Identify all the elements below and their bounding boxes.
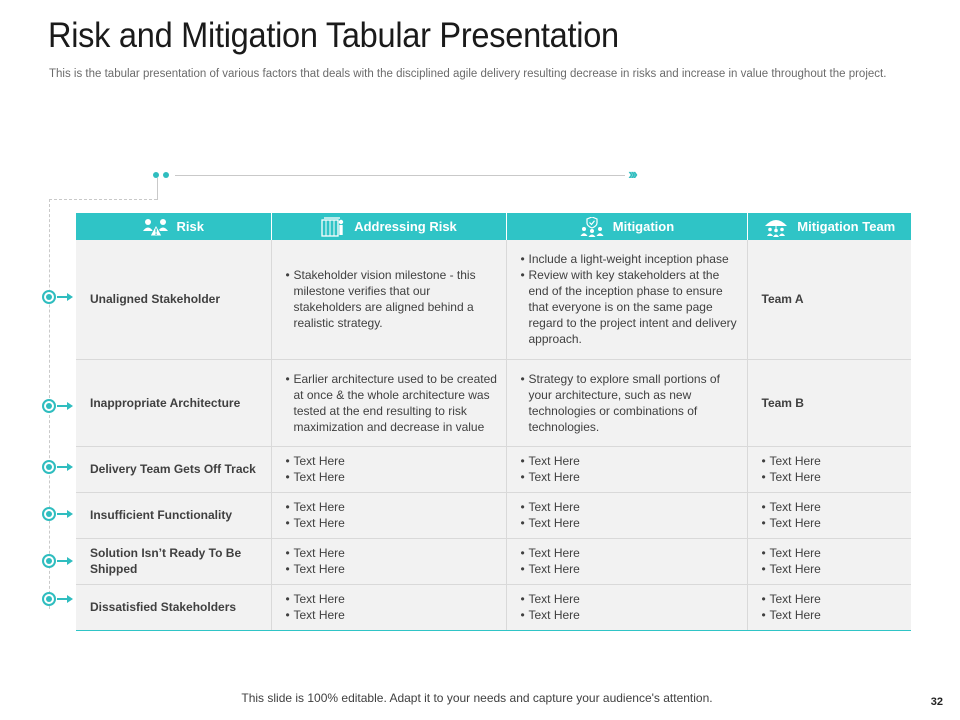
bullet-item: • Review with key stakeholders at the end of the inception phase to ensure that everyone is on the same page regard to the project intent and delivery approach. — [521, 267, 739, 347]
bullet-item: • Text Here — [762, 515, 904, 531]
mitigation-cell — [506, 492, 747, 538]
bullet-item: • Text Here — [762, 545, 904, 561]
umbrella-team-icon — [763, 217, 789, 237]
footer-note: This slide is 100% editable. Adapt it to your needs and capture your audience's attention. — [241, 691, 713, 705]
addressing-cell — [271, 359, 506, 446]
bullet-item: • Text Here — [286, 499, 498, 515]
team-cell: Team A — [747, 240, 911, 359]
bullet-item: • Include a light-weight inception phase — [521, 251, 739, 267]
header-label: Mitigation — [612, 219, 675, 234]
table-row — [76, 359, 911, 446]
row-marker-icon — [42, 290, 76, 304]
bullet-item: • Text Here — [762, 499, 904, 515]
table-row — [76, 584, 911, 630]
table-header-row — [76, 213, 911, 240]
header-addressing-risk — [271, 213, 506, 240]
header-mitigation-team — [747, 213, 911, 240]
bullet-item: • Earlier architecture used to be created at once & the whole architecture was tested at the end resulting to risk maximization and decrease in value — [286, 371, 498, 435]
bullet-item: • Text Here — [286, 607, 498, 623]
shield-team-icon — [579, 217, 605, 237]
addressing-cell — [271, 240, 506, 359]
mitigation-cell — [506, 584, 747, 630]
bullet-item: • Text Here — [286, 561, 498, 577]
bullet-item: • Text Here — [286, 545, 498, 561]
page-number: 32 — [930, 696, 943, 708]
mitigation-cell — [506, 538, 747, 584]
bullet-item: • Text Here — [286, 591, 498, 607]
bullet-item: • Text Here — [286, 515, 498, 531]
bullet-item: • Text Here — [521, 561, 739, 577]
header-risk — [76, 213, 271, 240]
risk-cell: Dissatisfied Stakeholders — [76, 584, 271, 630]
building-person-icon — [320, 217, 346, 237]
row-marker-icon — [42, 554, 76, 568]
table-row — [76, 492, 911, 538]
bullet-item: • Text Here — [762, 591, 904, 607]
addressing-cell — [271, 492, 506, 538]
mitigation-cell — [506, 446, 747, 492]
bullet-item: • Text Here — [762, 469, 904, 485]
risk-people-warning-icon — [143, 217, 169, 237]
connector-line — [175, 175, 625, 176]
team-cell — [747, 538, 911, 584]
row-marker-icon — [42, 399, 76, 413]
team-cell: Team B — [747, 359, 911, 446]
risk-cell: Unaligned Stakeholder — [76, 240, 271, 359]
table-row — [76, 538, 911, 584]
header-label: Addressing Risk — [354, 219, 457, 234]
bullet-item: • Text Here — [762, 607, 904, 623]
bullet-item: • Text Here — [762, 561, 904, 577]
slide-subtitle: This is the tabular presentation of various factors that deals with the disciplined agile delivery resulting decrease in risks and increase in value throughout the project. — [49, 68, 887, 80]
team-cell — [747, 492, 911, 538]
header-mitigation — [506, 213, 747, 240]
bullet-item: • Text Here — [521, 469, 739, 485]
bullet-item: • Text Here — [521, 607, 739, 623]
table-row — [76, 240, 911, 359]
risk-mitigation-table — [76, 213, 911, 631]
bullet-item: • Text Here — [521, 499, 739, 515]
bullet-item: • Text Here — [286, 453, 498, 469]
bullet-item: • Text Here — [521, 515, 739, 531]
chevrons-right-icon: ››› — [628, 166, 635, 183]
mitigation-cell — [506, 359, 747, 446]
connector-stub — [157, 178, 158, 200]
dashed-guide-top — [49, 199, 157, 200]
row-marker-icon — [42, 592, 76, 606]
row-marker-icon — [42, 507, 76, 521]
team-cell — [747, 446, 911, 492]
addressing-cell — [271, 446, 506, 492]
bullet-item: • Text Here — [762, 453, 904, 469]
bullet-item: • Text Here — [286, 469, 498, 485]
header-label: Risk — [176, 219, 204, 234]
mitigation-cell — [506, 240, 747, 359]
bullet-item: • Stakeholder vision milestone - this milestone verifies that our stakeholders are aligned behind a realistic strategy. — [286, 267, 498, 331]
risk-cell: Insufficient Functionality — [76, 492, 271, 538]
bullet-item: • Strategy to explore small portions of your architecture, such as new technologies or combinations of technologies. — [521, 371, 739, 435]
bullet-item: • Text Here — [521, 453, 739, 469]
table-row — [76, 446, 911, 492]
risk-cell: Delivery Team Gets Off Track — [76, 446, 271, 492]
addressing-cell — [271, 584, 506, 630]
header-label: Mitigation Team — [797, 219, 896, 234]
slide-title: Risk and Mitigation Tabular Presentation — [48, 16, 619, 55]
bullet-item: • Text Here — [521, 545, 739, 561]
addressing-cell — [271, 538, 506, 584]
row-marker-icon — [42, 460, 76, 474]
risk-cell: Inappropriate Architecture — [76, 359, 271, 446]
bullet-item: • Text Here — [521, 591, 739, 607]
team-cell — [747, 584, 911, 630]
risk-cell: Solution Isn’t Ready To Be Shipped — [76, 538, 271, 584]
